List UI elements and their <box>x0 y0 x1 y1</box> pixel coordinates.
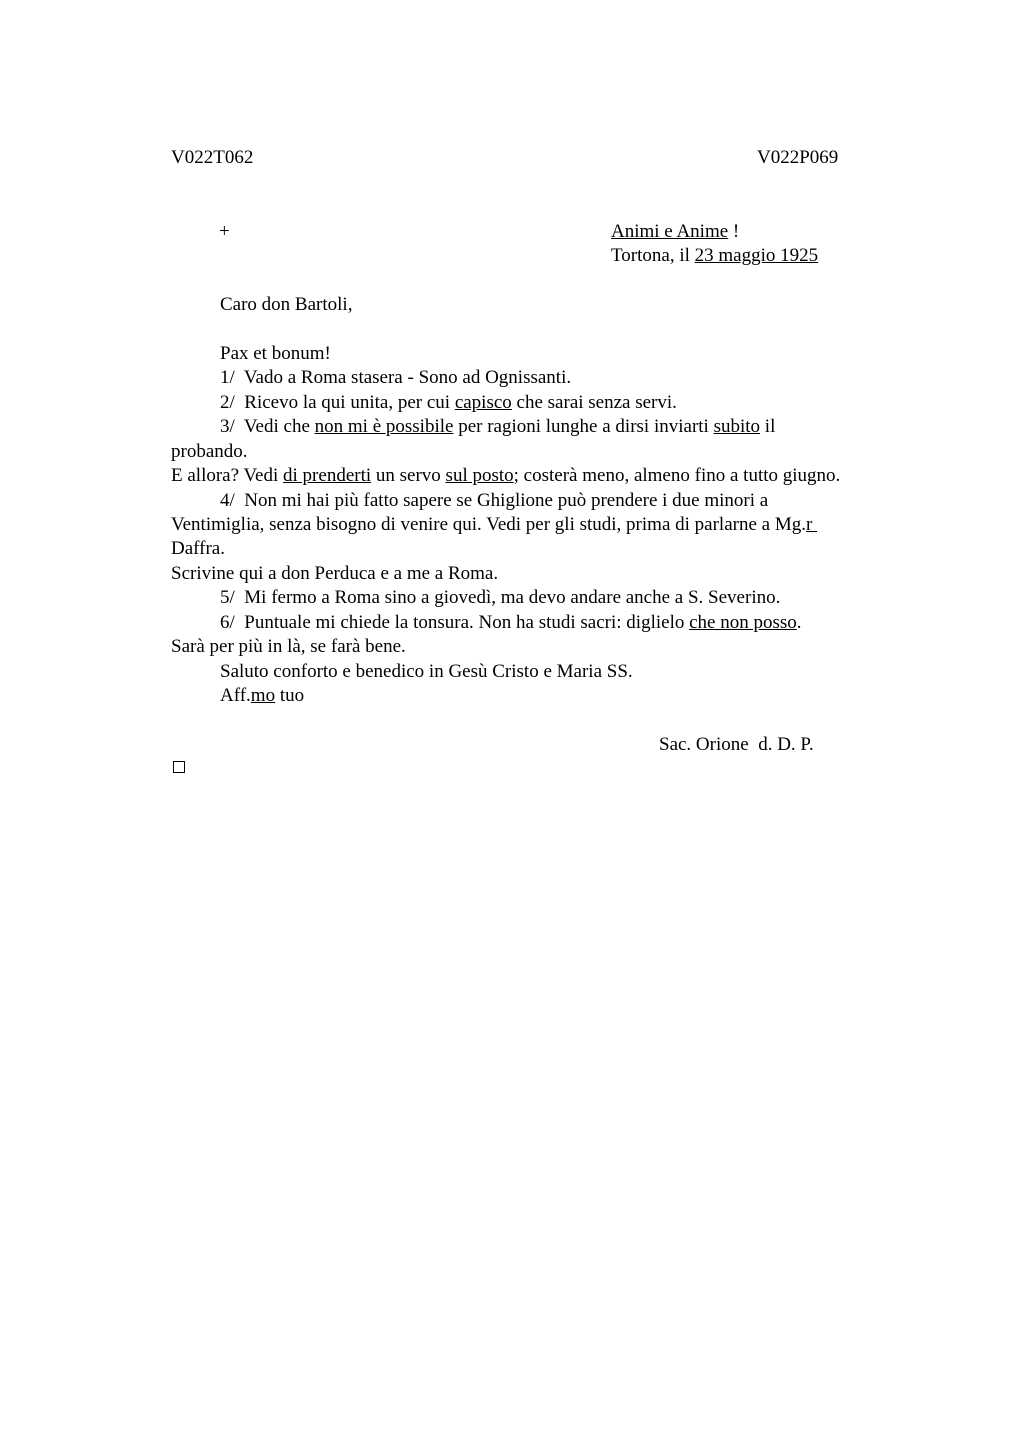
paragraph-2-text-end: che sarai senza servi. <box>511 392 677 413</box>
paragraph-6-underline: che non posso <box>689 612 797 633</box>
paragraph-3b-text-mid: un servo <box>371 465 446 486</box>
aff-underline: mo <box>250 685 276 706</box>
paragraph-3b-text: E allora? Vedi <box>171 465 284 486</box>
paragraph-4-line-1: 4/ Non mi hai più fatto sapere se Ghiglione può prendere i due minori a <box>220 490 769 511</box>
affectionate-line <box>220 685 304 707</box>
paragraph-1: 1/ Vado a Roma stasera - Sono ad Ognissanti. <box>220 367 572 388</box>
paragraph-5: 5/ Mi fermo a Roma sino a giovedì, ma devo andare anche a S. Severino. <box>220 587 781 608</box>
paragraph-3-line-2: probando. <box>171 441 248 462</box>
aff-text: Aff. <box>220 685 251 706</box>
paragraph-6-text-end: . <box>796 612 802 633</box>
paragraph-4-line-2-text: Ventimiglia, senza bisogno di venire qui. Vedi per gli studi, prima di parlarne a Mg. <box>171 514 806 535</box>
paragraph-2-underline: capisco <box>454 392 512 413</box>
document-code-left: V022T062 <box>171 147 254 168</box>
paragraph-3-text-mid: per ragioni lunghe a dirsi inviarti <box>453 416 714 437</box>
paragraph-3b-text-end: ; costerà meno, almeno fino a tutto giugno. <box>513 465 841 486</box>
paragraph-3 <box>220 416 775 438</box>
paragraph-3-text: 3/ Vedi che <box>220 416 315 437</box>
salutation: Caro don Bartoli, <box>220 294 353 315</box>
paragraph-2 <box>220 392 677 414</box>
paragraph-6-line-2: Sarà per più in là, se farà bene. <box>171 636 406 657</box>
motto-text: Animi e Anime <box>611 221 729 242</box>
paragraph-2-text: 2/ Ricevo la qui unita, per cui <box>220 392 455 413</box>
document-code-right: V022P069 <box>757 147 839 168</box>
paragraph-3b-underline-1: di prenderti <box>283 465 372 486</box>
motto-exclamation: ! <box>728 221 740 242</box>
paragraph-6 <box>220 612 802 634</box>
greeting: Pax et bonum! <box>220 343 331 364</box>
place-date-line <box>611 245 818 267</box>
closing: Saluto conforto e benedico in Gesù Cristo e Maria SS. <box>220 661 633 682</box>
paragraph-3-text-end: il <box>760 416 776 437</box>
paragraph-4-line-2-underline: r <box>805 514 818 535</box>
paragraph-4b: Scrivine qui a don Perduca e a me a Roma. <box>171 563 499 584</box>
end-box-icon <box>173 761 185 773</box>
aff-text-end: tuo <box>275 685 305 706</box>
paragraph-6-text: 6/ Puntuale mi chiede la tonsura. Non ha studi sacri: diglielo <box>220 612 690 633</box>
paragraph-4-line-3: Daffra. <box>171 538 225 559</box>
paragraph-3b-underline-2: sul posto <box>445 465 514 486</box>
motto-line <box>611 221 739 243</box>
place-text: Tortona, il <box>611 245 695 266</box>
paragraph-4-line-2 <box>171 514 817 536</box>
cross-symbol: + <box>219 221 230 242</box>
paragraph-3-underline-1: non mi è possibile <box>314 416 454 437</box>
paragraph-3b <box>171 465 840 487</box>
paragraph-3-underline-2: subito <box>713 416 761 437</box>
signature: Sac. Orione d. D. P. <box>659 734 814 755</box>
date-text: 23 maggio 1925 <box>694 245 819 266</box>
